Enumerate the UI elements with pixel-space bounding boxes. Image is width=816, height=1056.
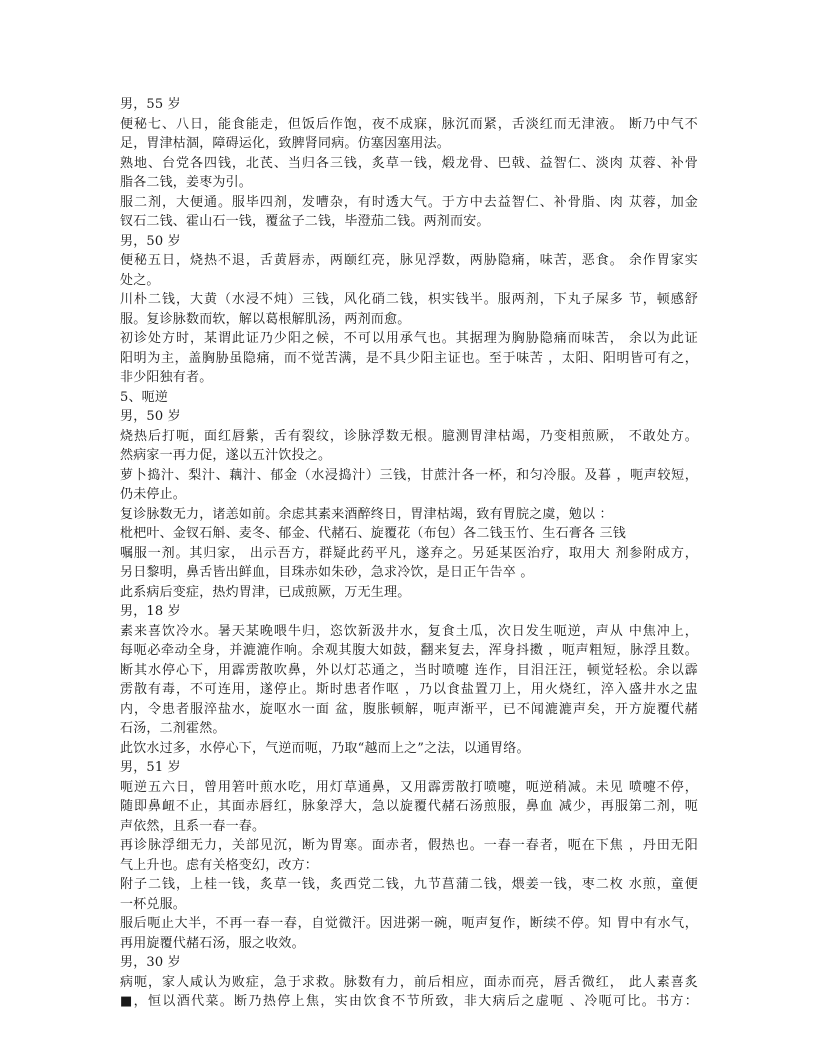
- text-line: 足，胃津枯涸，障碍运化，致脾肾同病。仿塞因塞用法。: [120, 136, 451, 151]
- text-line: 再用旋覆代赭石汤，服之收效。: [120, 935, 305, 951]
- text-line: 男，50 岁: [120, 233, 181, 249]
- text-line: 断其水停心下，用霹雳散吹鼻，外以灯芯通之，当时喷嚏 连作，目泪汪汪，顿觉轻松。余以霹: [120, 662, 698, 678]
- text-line: 熟地、台党各四钱，北芪、当归各三钱，炙草一钱，煅龙骨、巴戟、益智仁、淡肉 苁蓉、补骨: [120, 155, 698, 171]
- text-line: ■，恒以酒代菜。断乃热停上焦，实由饮食不节所致，非大病后之虚呃 、冷呃可比。书方：: [120, 994, 698, 1009]
- text-line: 萝卜捣汁、梨汁、藕汁、郁金（水浸捣汁）三钱，甘蔗汁各一杯，和匀冷服。及暮 ，呃声较短，: [120, 467, 698, 483]
- text-line: 便秘五日，烧热不退，舌黄唇赤，两颐红亮，脉见浮数，两胁隐痛，味苦，恶食。 余作胃家实: [120, 253, 698, 268]
- text-line: 此饮水过多，水停心下，气逆而呃，乃取“越而上之”之法，以通胃络。: [120, 740, 530, 756]
- text-line: 男，30 岁: [120, 955, 181, 970]
- text-line: 仍未停止。: [120, 487, 187, 502]
- text-line: 5、呃逆: [120, 389, 169, 405]
- text-line: 脂各二钱，姜枣为引。: [120, 175, 253, 190]
- text-line: 嘱服一剂。其归家， 出示吾方，群疑此药平凡，遂弃之。另延某医治疗，取用大 剂参附成方，: [120, 545, 698, 561]
- text-line: 非少阳独有者。: [120, 370, 213, 385]
- text-line: 一杯兑服。: [120, 896, 187, 912]
- text-line: 雳散有毒，不可连用，遂停止。斯时患者作呕 ，乃以食盐置刀上，用火烧红，淬入盛井水之盅: [120, 682, 698, 697]
- text-line: 服。复诊脉数而软，解以葛根解肌汤，两剂而愈。: [120, 311, 411, 327]
- text-line: 素来喜饮冷水。暑天某晚喂牛归，恣饮新汲井水，复食土瓜，次日发生呃逆，声从 中焦冲上，: [120, 623, 698, 639]
- text-line: 处之。: [120, 272, 160, 288]
- text-line: 声依然，且系一春一春。: [120, 818, 266, 834]
- text-line: 阳明为主，盖胸胁虽隐痛，而不觉苦满，是不具少阳主证也。至于味苦 ，太阳、阳明皆可有之，: [120, 350, 698, 366]
- document-page: [120, 95, 698, 1012]
- text-line: 石汤，二剂霍然。: [120, 721, 226, 736]
- text-line: 男，51 岁: [120, 760, 181, 775]
- text-line: 川朴二钱，大黄（水浸不炖）三钱，风化硝二钱，枳实钱半。服两剂，下丸子屎多 节，顿感舒: [120, 292, 698, 307]
- text-line: 再诊脉浮细无力，关部见沉，断为胃寒。面赤者，假热也。一春一春者，呃在下焦 ，丹田无阳: [120, 838, 698, 853]
- text-line: 气上升也。虑有关格变幻，改方：: [120, 857, 319, 873]
- text-line: 然病家一再力促，遂以五汁饮投之。: [120, 448, 332, 463]
- text-line: 随即鼻衄不止，其面赤唇红，脉象浮大，急以旋覆代赭石汤煎服，鼻血 减少，再服第二剂，呃: [120, 799, 698, 814]
- text-line: 内，令患者服淬盐水，旋呕水一面 盆，腹胀顿解，呃声渐平，已不闻漉漉声矣，开方旋覆代赭: [120, 701, 698, 717]
- text-line: 初诊处方时，某谓此证乃少阳之候，不可以用承气也。其据理为胸胁隐痛而味苦， 余以为此证: [120, 331, 698, 346]
- text-line: 此系病后变症，热灼胃津，已成煎厥，万无生理。: [120, 584, 411, 600]
- text-line: 烧热后打呃，面红唇紫，舌有裂纹，诊脉浮数无根。臆测胃津枯竭，乃变相煎厥， 不敢处方。: [120, 428, 698, 444]
- text-line: 枇杷叶、金钗石斛、麦冬、郁金、代赭石、旋覆花（布包）各二钱玉竹、生石膏各 三钱: [120, 526, 626, 541]
- text-line: 服后呃止大半，不再一春一春，自觉微汗。因进粥一碗，呃声复作，断续不停。知 胃中有水气，: [120, 916, 698, 931]
- text-line: 复诊脉数无力，诸恙如前。余虑其素来酒醉终日，胃津枯竭，致有胃脘之虞，勉以 ：: [120, 506, 613, 522]
- text-line: 病呃，家人咸认为败症，急于求救。脉数有力，前后相应，面赤而亮，唇舌微红， 此人素喜炙: [120, 974, 698, 990]
- text-line: 便秘七、八日，能食能走，但饭后作饱，夜不成寐，脉沉而紧，舌淡红而无津液。 断乃中气不: [120, 116, 698, 132]
- text-line: 钗石二钱、霍山石一钱，覆盆子二钱，毕澄茄二钱。两剂而安。: [120, 214, 490, 229]
- text-line: 男，55 岁: [120, 97, 181, 112]
- text-line: 每呃必牵动全身，并漉漉作响。余观其腹大如鼓，翻来复去，浑身抖擞 ，呃声粗短，脉浮且数。: [120, 643, 698, 658]
- text-line: 男，50 岁: [120, 409, 181, 424]
- text-line: 呃逆五六日，曾用箬叶煎水吃，用灯草通鼻，又用霹雳散打喷嚏，呃逆稍减。未见 喷嚏不停，: [120, 779, 698, 795]
- text-line: 另日黎明，鼻舌皆出鲜血，目珠赤如朱砂，急求冷饮，是日正午告卒 。: [120, 565, 534, 580]
- text-line: 服二剂，大便通。服毕四剂，发嘈杂，有时透大气。于方中去益智仁、补骨脂、肉 苁蓉，加金: [120, 194, 698, 210]
- text-line: 附子二钱，上桂一钱，炙草一钱，炙西党二钱，九节菖蒲二钱，煨姜一钱，枣二枚 水煎，童便: [120, 877, 698, 892]
- text-line: 男，18 岁: [120, 604, 181, 619]
